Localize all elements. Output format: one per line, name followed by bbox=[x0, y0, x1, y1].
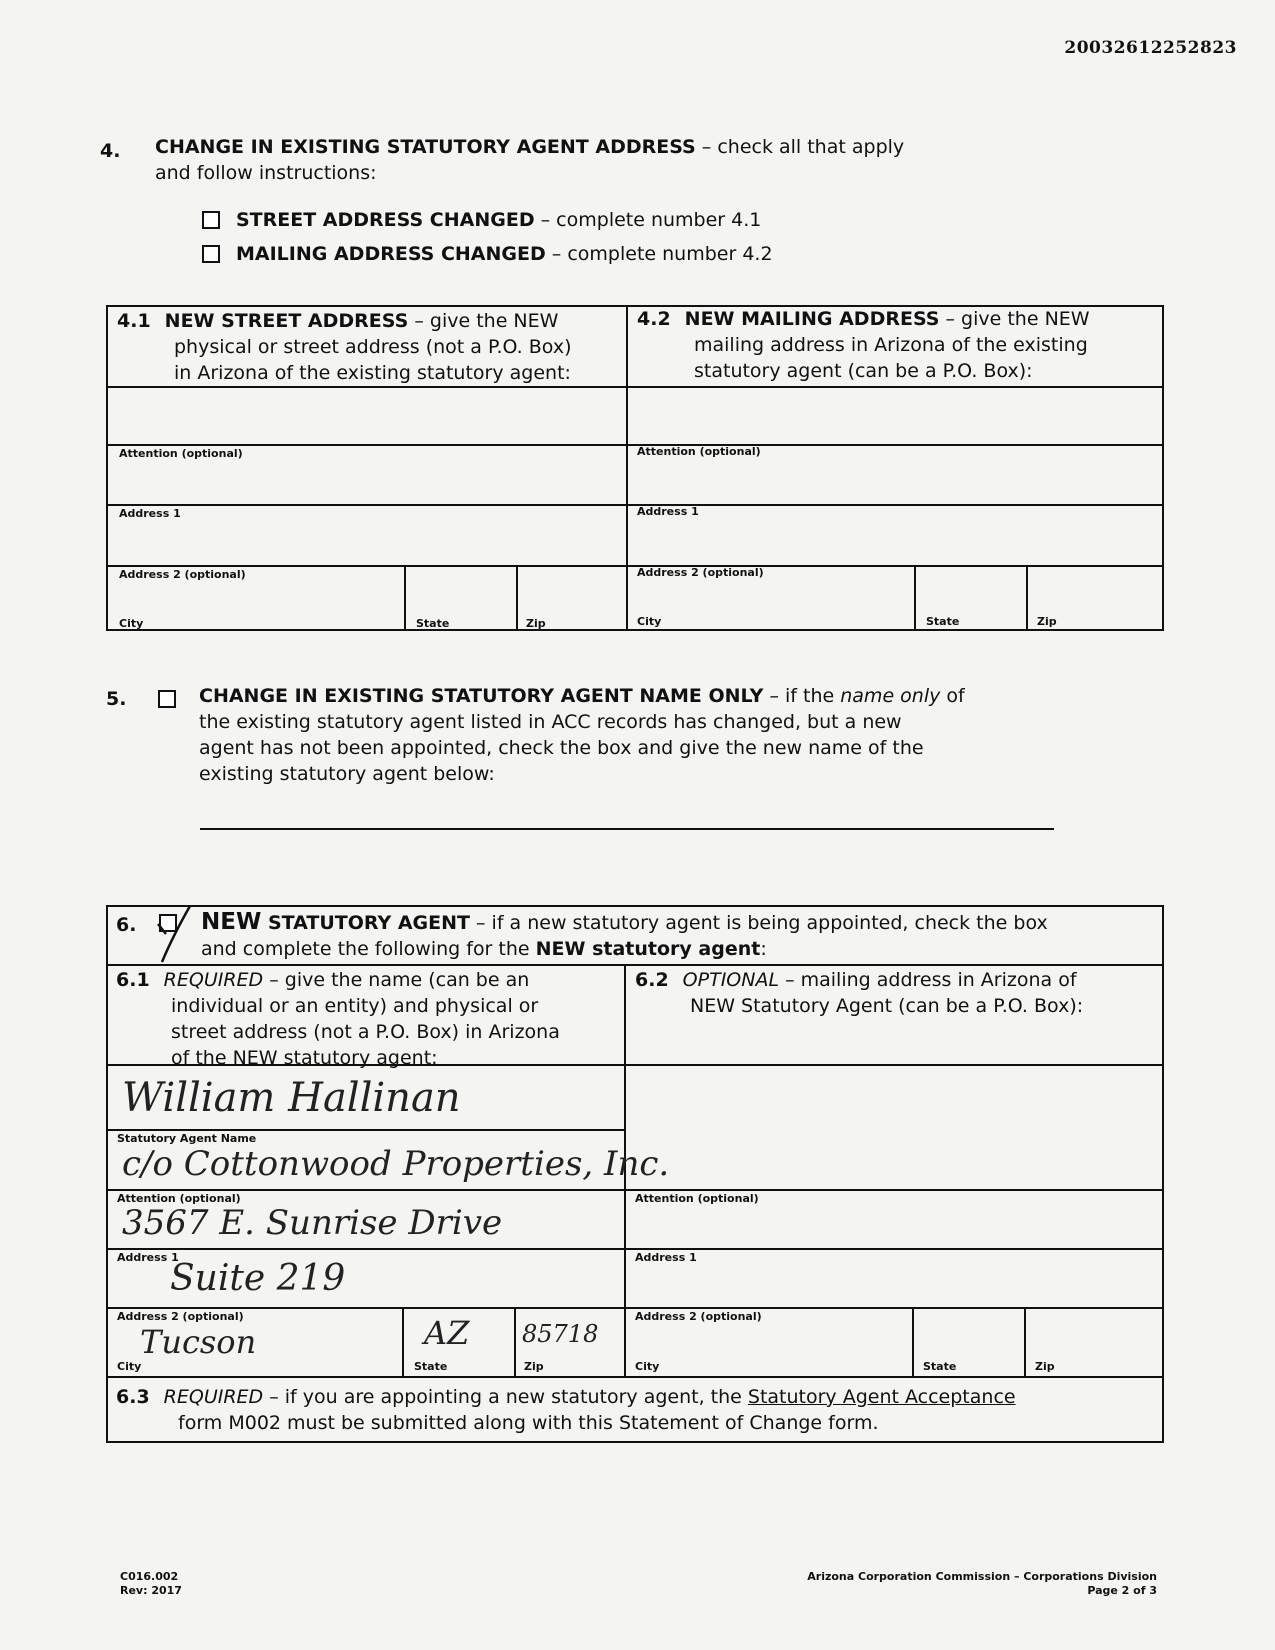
table-4-row-line bbox=[106, 444, 1164, 446]
section-6-heading bbox=[201, 909, 1161, 962]
label-attention: Attention (optional) bbox=[117, 1192, 241, 1205]
table-6-row-line bbox=[106, 1376, 1164, 1378]
label-attention: Attention (optional) bbox=[635, 1192, 759, 1205]
label-address2: Address 2 (optional) bbox=[635, 1310, 762, 1323]
section-6-2-header bbox=[635, 967, 1160, 1019]
section-5-title-italic: name only bbox=[840, 685, 941, 707]
handwritten-agent-name[interactable]: William Hallinan bbox=[122, 1075, 461, 1121]
table-6-row-line bbox=[106, 964, 1164, 966]
new-name-line[interactable] bbox=[200, 828, 1054, 830]
label-address1: Address 1 bbox=[635, 1251, 697, 1264]
section-6-1-line1: – give the name (can be an bbox=[263, 969, 530, 991]
section-4-2-title-rest: – give the NEW bbox=[939, 308, 1090, 330]
section-4-1-line3: in Arizona of the existing statutory agent: bbox=[174, 362, 571, 384]
label-address1: Address 1 bbox=[637, 505, 699, 518]
section-4-1-line2: physical or street address (not a P.O. Box) bbox=[174, 336, 572, 358]
section-4-2-title: NEW MAILING ADDRESS bbox=[684, 308, 940, 330]
street-changed-checkbox[interactable] bbox=[202, 211, 220, 229]
label-city: City bbox=[117, 1360, 142, 1373]
section-4-1-title-rest: – give the NEW bbox=[408, 310, 559, 332]
handwritten-state[interactable]: AZ bbox=[424, 1314, 470, 1352]
label-state: State bbox=[923, 1360, 957, 1373]
section-6-title: STATUTORY AGENT bbox=[261, 912, 470, 934]
label-zip: Zip bbox=[1037, 615, 1057, 628]
section-4-1-header bbox=[117, 308, 617, 386]
section-6-2-line1: – mailing address in Arizona of bbox=[779, 969, 1077, 991]
page-number: Page 2 of 3 bbox=[1087, 1584, 1157, 1597]
section-5-title-end: of bbox=[940, 685, 965, 707]
checkmark-icon bbox=[150, 904, 194, 964]
name-only-checkbox[interactable] bbox=[158, 690, 176, 708]
table-4-row-line bbox=[106, 504, 1164, 506]
section-4-title-rest: – check all that apply bbox=[695, 136, 905, 158]
handwritten-address1[interactable]: 3567 E. Sunrise Drive bbox=[122, 1203, 503, 1243]
section-6-1-header bbox=[116, 967, 621, 1071]
section-6-line2-bold: NEW statutory agent bbox=[535, 938, 761, 960]
mailing-changed-checkbox[interactable] bbox=[202, 245, 220, 263]
section-6-3-number: 6.3 bbox=[116, 1386, 150, 1408]
section-5-text bbox=[199, 683, 1099, 787]
table-6-cell-line bbox=[514, 1307, 516, 1376]
option-street-changed bbox=[202, 207, 761, 233]
label-address1: Address 1 bbox=[117, 1251, 179, 1264]
label-state: State bbox=[416, 617, 450, 630]
label-city: City bbox=[635, 1360, 660, 1373]
label-city: City bbox=[119, 617, 144, 630]
table-4-divider bbox=[626, 305, 628, 631]
footer-org: Arizona Corporation Commission – Corporations Division bbox=[807, 1570, 1157, 1583]
street-changed-rest: – complete number 4.1 bbox=[534, 209, 762, 231]
section-4-number: 4. bbox=[100, 140, 121, 162]
section-4-2-line3: statutory agent (can be a P.O. Box): bbox=[694, 360, 1033, 382]
label-address1: Address 1 bbox=[119, 507, 181, 520]
section-6-1-number: 6.1 bbox=[116, 969, 150, 991]
table-6-row-line bbox=[106, 1129, 624, 1131]
label-zip: Zip bbox=[524, 1360, 544, 1373]
section-5-line2: the existing statutory agent listed in ACC records has changed, but a new bbox=[199, 711, 902, 733]
label-zip: Zip bbox=[526, 617, 546, 630]
form-code-value: C016.002 bbox=[120, 1570, 179, 1583]
handwritten-city[interactable]: Tucson bbox=[140, 1323, 257, 1361]
handwritten-attention[interactable]: c/o Cottonwood Properties, Inc. bbox=[122, 1144, 670, 1184]
table-4-cell-line bbox=[1026, 565, 1028, 631]
label-city: City bbox=[637, 615, 662, 628]
section-5-line3: agent has not been appointed, check the box and give the new name of the bbox=[199, 737, 924, 759]
section-6-3-required: REQUIRED bbox=[163, 1386, 264, 1408]
section-5-line4: existing statutory agent below: bbox=[199, 763, 495, 785]
section-4-1-title: NEW STREET ADDRESS bbox=[164, 310, 409, 332]
document-id: 20032612252823 bbox=[1064, 38, 1237, 58]
table-6-row-line bbox=[106, 1189, 1164, 1191]
section-6-3-line1: – if you are appointing a new statutory agent, the bbox=[263, 1386, 748, 1408]
table-4-cell-line bbox=[404, 565, 406, 631]
table-6-row-line bbox=[106, 1307, 1164, 1309]
table-4-cell-line bbox=[516, 565, 518, 631]
section-5-title-rest: – if the bbox=[763, 685, 841, 707]
label-state: State bbox=[414, 1360, 448, 1373]
label-attention: Attention (optional) bbox=[637, 445, 761, 458]
section-6-1-required: REQUIRED bbox=[163, 969, 264, 991]
section-6-2-line2: NEW Statutory Agent (can be a P.O. Box): bbox=[690, 995, 1084, 1017]
section-4-line2: and follow instructions: bbox=[155, 162, 377, 184]
section-4-title: CHANGE IN EXISTING STATUTORY AGENT ADDRESS bbox=[155, 136, 696, 158]
handwritten-zip[interactable]: 85718 bbox=[522, 1320, 599, 1348]
section-4-heading bbox=[155, 134, 904, 186]
section-4-2-header bbox=[637, 306, 1157, 384]
table-6-cell-line bbox=[402, 1307, 404, 1376]
section-5-title: CHANGE IN EXISTING STATUTORY AGENT NAME ONLY bbox=[199, 685, 764, 707]
table-6-cell-line bbox=[1024, 1307, 1026, 1376]
handwritten-address2[interactable]: Suite 219 bbox=[170, 1258, 346, 1299]
table-4-cell-line bbox=[914, 565, 916, 631]
section-4-2-line2: mailing address in Arizona of the existing bbox=[694, 334, 1088, 356]
section-6-title-new: NEW bbox=[201, 909, 262, 935]
section-6-1-line3: street address (not a P.O. Box) in Arizona bbox=[171, 1021, 560, 1043]
section-6-number: 6. bbox=[116, 914, 137, 936]
section-5-number: 5. bbox=[106, 688, 127, 710]
section-4-2-number: 4.2 bbox=[637, 308, 671, 330]
label-agent-name: Statutory Agent Name bbox=[117, 1132, 257, 1145]
section-6-3 bbox=[116, 1384, 1161, 1436]
label-state: State bbox=[926, 615, 960, 628]
section-6-1-line2: individual or an entity) and physical or bbox=[171, 995, 539, 1017]
section-6-line2: and complete the following for the bbox=[201, 938, 536, 960]
section-4-1-number: 4.1 bbox=[117, 310, 151, 332]
mailing-changed-label: MAILING ADDRESS CHANGED bbox=[236, 243, 546, 265]
label-attention: Attention (optional) bbox=[119, 447, 243, 460]
form-revision: Rev: 2017 bbox=[120, 1584, 182, 1597]
section-6-title-rest: – if a new statutory agent is being appointed, check the box bbox=[469, 912, 1048, 934]
acceptance-form-link[interactable]: Statutory Agent Acceptance bbox=[747, 1386, 1016, 1408]
street-changed-label: STREET ADDRESS CHANGED bbox=[236, 209, 535, 231]
label-address2: Address 2 (optional) bbox=[637, 566, 764, 579]
form-code bbox=[120, 1570, 182, 1598]
label-address2: Address 2 (optional) bbox=[119, 568, 246, 581]
table-4-row-line bbox=[106, 565, 1164, 567]
table-6-cell-line bbox=[912, 1307, 914, 1376]
section-6-line2-end: : bbox=[760, 938, 767, 960]
section-6-1-line4: of the NEW statutory agent: bbox=[171, 1047, 438, 1069]
table-4-row-line bbox=[106, 386, 1164, 388]
footer-right bbox=[807, 1570, 1157, 1598]
table-6-row-line bbox=[106, 1248, 1164, 1250]
label-zip: Zip bbox=[1035, 1360, 1055, 1373]
label-address2: Address 2 (optional) bbox=[117, 1310, 244, 1323]
section-6-3-line2: form M002 must be submitted along with this Statement of Change form. bbox=[178, 1412, 879, 1434]
section-6-2-optional: OPTIONAL bbox=[682, 969, 780, 991]
section-6-2-number: 6.2 bbox=[635, 969, 669, 991]
option-mailing-changed bbox=[202, 241, 773, 267]
mailing-changed-rest: – complete number 4.2 bbox=[545, 243, 773, 265]
